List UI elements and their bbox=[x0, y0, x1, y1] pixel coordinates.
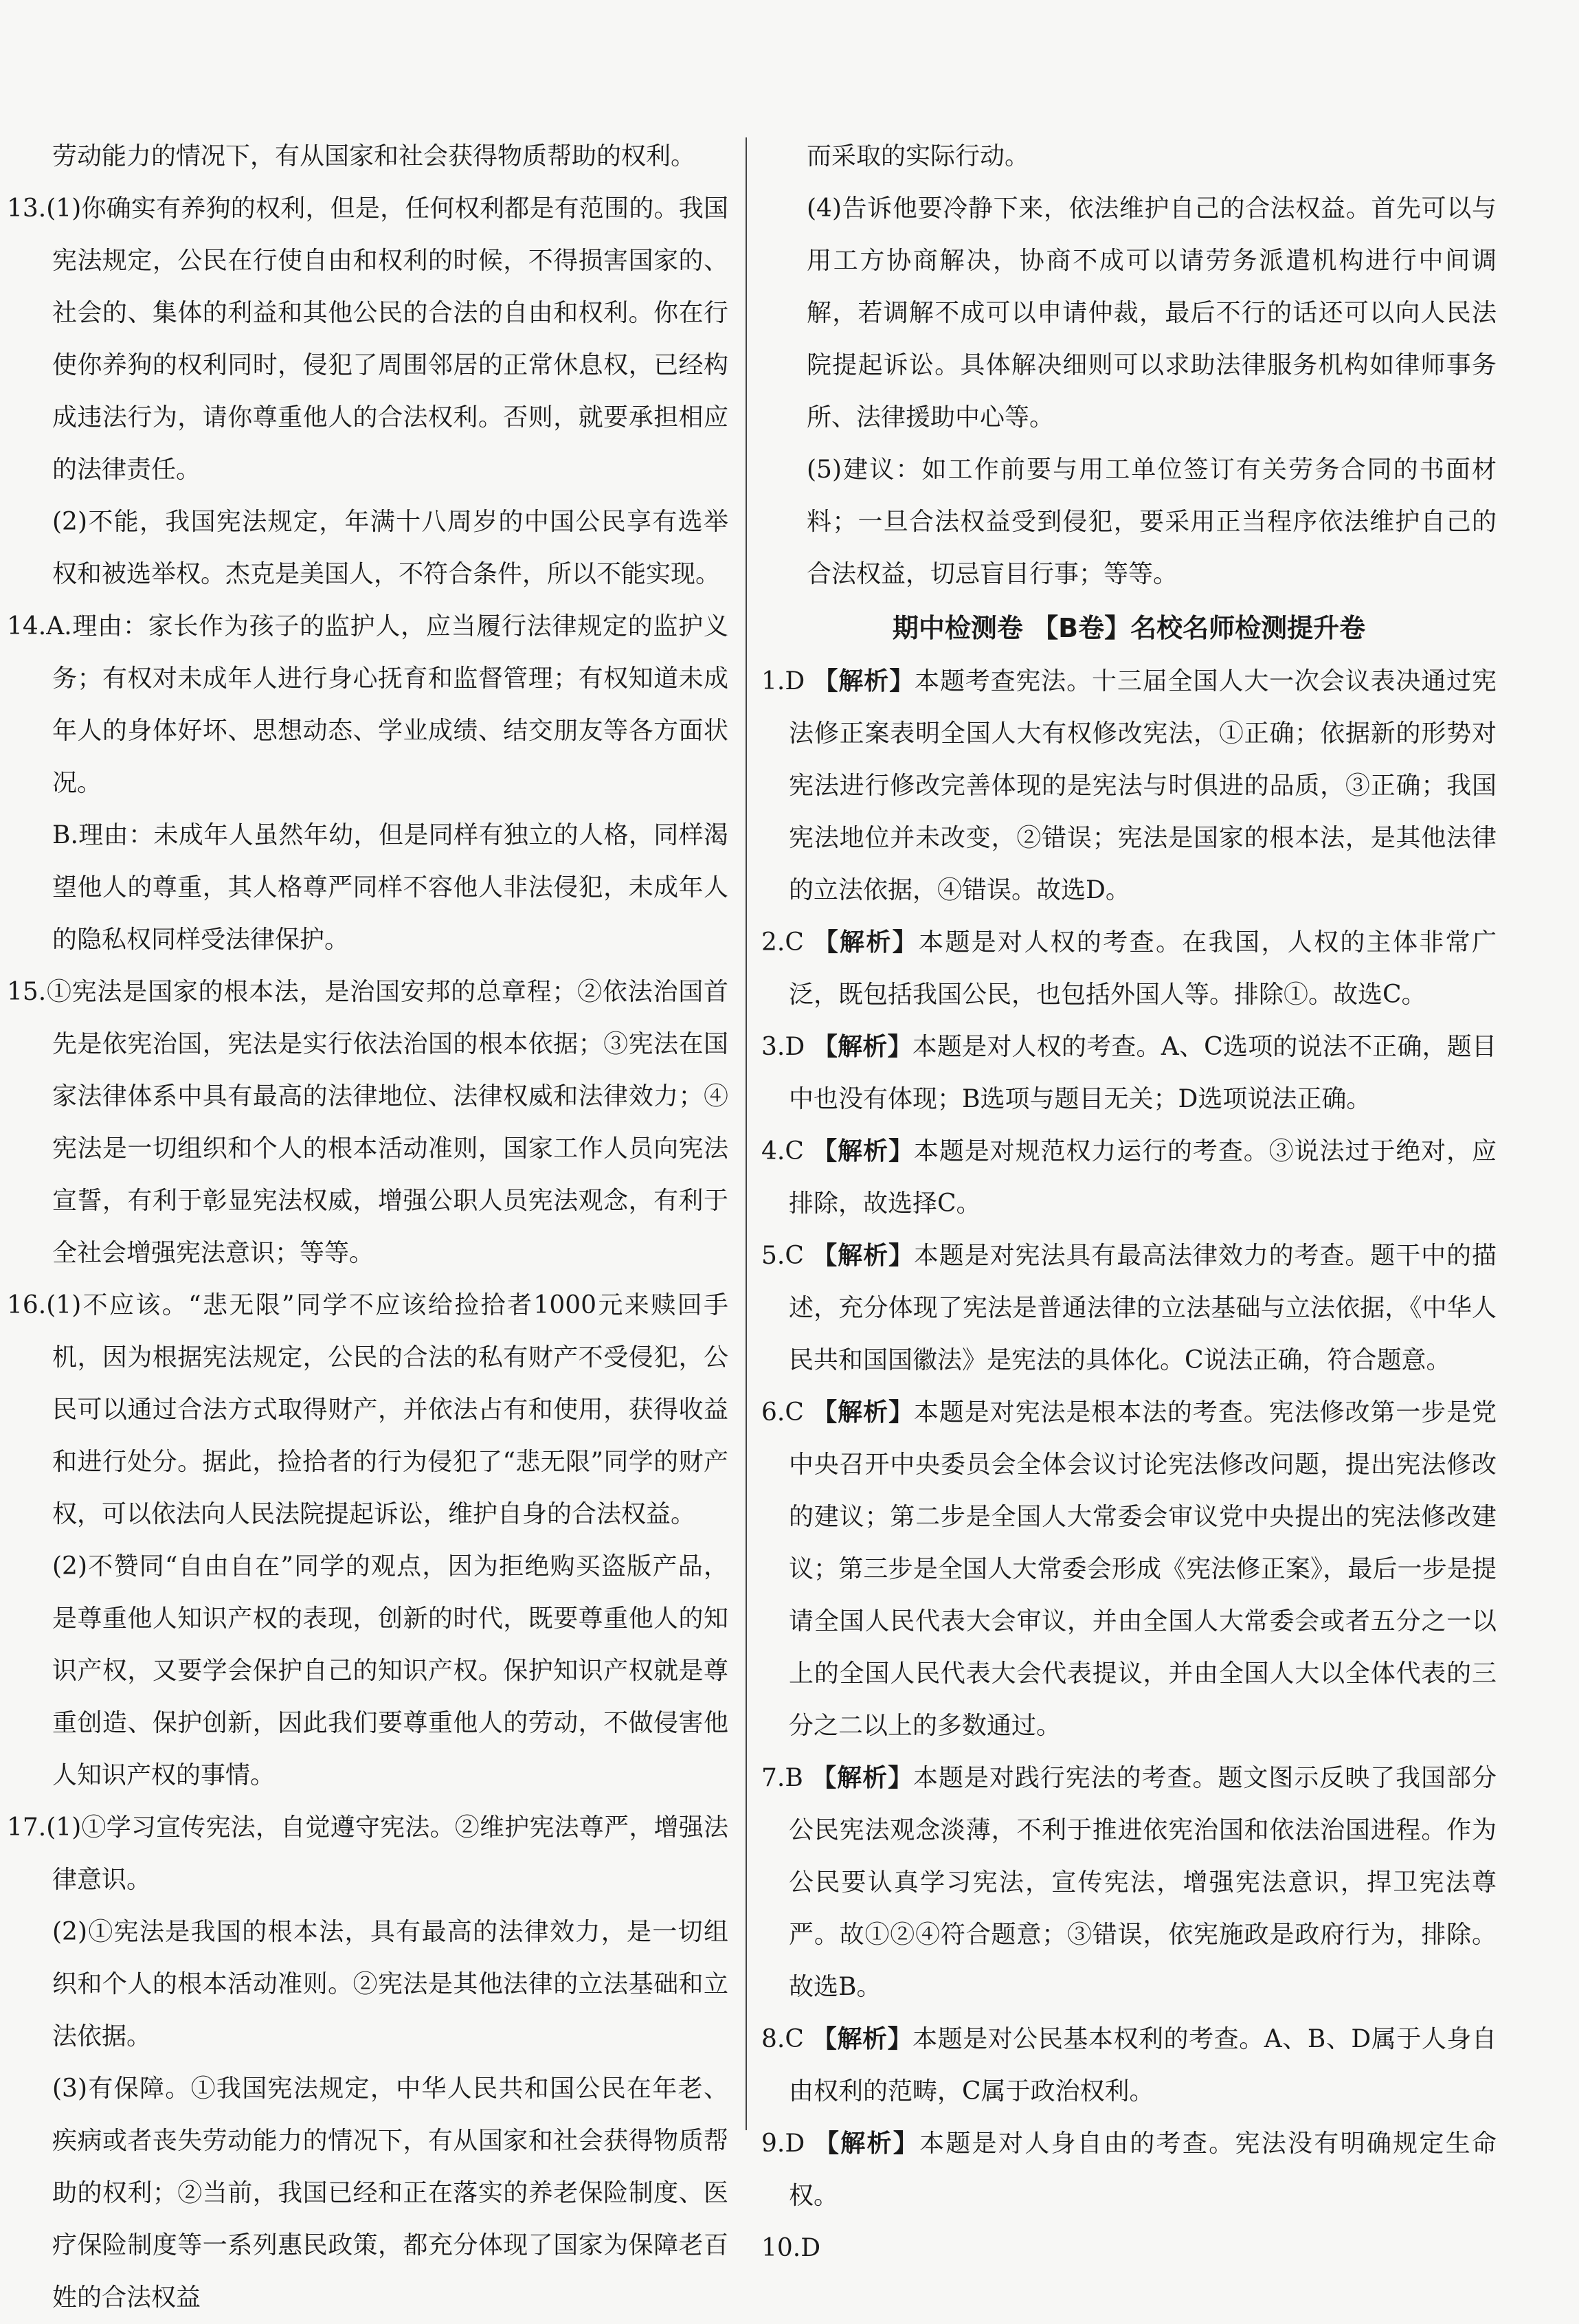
answer-number: 3.D bbox=[761, 1033, 805, 1061]
paragraph: (5)建议：如工作前要与用工单位签订有关劳务合同的书面材料；一旦合法权益受到侵犯，要采用正当程序依法维护自己的合法权益，切忌盲目行事；等等。 bbox=[807, 456, 1497, 588]
paragraph: 16.(1)不应该。“悲无限”同学不应该给捡拾者1000元来赎回手机，因为根据宪法规定，公民的合法的私有财产不受侵犯，公民可以通过合法方式取得财产，并依法占有和使用，获得收益和进行处分。据此，捡拾者的行为侵犯了“悲无限”同学的财产权，可以依法向人民法院提起诉讼，维护自身的合法权益。 bbox=[7, 1291, 728, 1528]
paragraph: B.理由：未成年人虽然年幼，但是同样有独立的人格，同样渴望他人的尊重，其人格尊严同样不容他人非法侵犯，未成年人的隐私权同样受法律保护。 bbox=[52, 821, 728, 954]
analysis-tag: 【解析】 bbox=[813, 667, 915, 695]
paragraph: (2)不能，我国宪法规定，年满十八周岁的中国公民享有选举权和被选举权。杰克是美国人，不符合条件，所以不能实现。 bbox=[52, 508, 728, 588]
answer-item bbox=[761, 2222, 1497, 2275]
right-column bbox=[761, 131, 1497, 2275]
answer-number: 10.D bbox=[761, 2234, 821, 2262]
analysis-tag: 【解析】 bbox=[812, 1033, 912, 1061]
paragraph: 17.(1)①学习宣传宪法，自觉遵守宪法。②维护宪法尊严，增强法律意识。 bbox=[7, 1813, 728, 1894]
analysis-tag: 【解析】 bbox=[814, 2130, 920, 2158]
answer-text: 本题是对人权的考查。在我国，人权的主体非常广泛，既包括我国公民，也包括外国人等。排除①。故选C。 bbox=[789, 928, 1497, 1009]
analysis-tag: 【解析】 bbox=[812, 1242, 914, 1270]
answer-item bbox=[761, 1752, 1497, 2013]
paragraph: (2)不赞同“自由自在”同学的观点，因为拒绝购买盗版产品，是尊重他人知识产权的表现，创新的时代，既要尊重他人的知识产权，又要学会保护自己的知识产权。保护知识产权就是尊重创造、保护创新，因此我们要尊重他人的劳动，不做侵害他人知识产权的事情。 bbox=[52, 1552, 728, 1789]
analysis-tag: 【解析】 bbox=[813, 928, 919, 957]
answer-number: 6.C bbox=[761, 1398, 804, 1427]
answer-item bbox=[761, 1021, 1497, 1126]
answer-number: 9.D bbox=[761, 2130, 805, 2158]
paragraph: 劳动能力的情况下，有从国家和社会获得物质帮助的权利。 bbox=[52, 142, 696, 170]
answer-list bbox=[761, 656, 1497, 2275]
paragraph: (3)有保障。①我国宪法规定，中华人民共和国公民在年老、疾病或者丧失劳动能力的情况下，有从国家和社会获得物质帮助的权利；②当前，我国已经和正在落实的养老保险制度、医疗保险制度等一系列惠民政策，都充分体现了国家为保障老百姓的合法权益 bbox=[52, 2075, 728, 2312]
answer-number: 7.B bbox=[761, 1764, 803, 1792]
answer-item bbox=[761, 2013, 1497, 2118]
section-title: 期中检测卷 【B卷】名校名师检测提升卷 bbox=[892, 613, 1366, 643]
paragraph: 13.(1)你确实有养狗的权利，但是，任何权利都是有范围的。我国宪法规定，公民在行使自由和权利的时候，不得损害国家的、社会的、集体的利益和其他公民的合法的自由和权利。你在行使你养狗的权利同时，侵犯了周围邻居的正常休息权，已经构成违法行为，请你尊重他人的合法权利。否则，就要承担相应的法律责任。 bbox=[7, 194, 728, 484]
answer-text: 本题考查宪法。十三届全国人大一次会议表决通过宪法修正案表明全国人大有权修改宪法，①正确；依据新的形势对宪法进行修改完善体现的是宪法与时俱进的品质，③正确；我国宪法地位并未改变，②错误；宪法是国家的根本法，是其他法律的立法依据，④错误。故选D。 bbox=[789, 667, 1497, 904]
answer-text: 本题是对宪法具有最高法律效力的考查。题干中的描述，充分体现了宪法是普通法律的立法基础与立法依据，《中华人民共和国国徽法》是宪法的具体化。C说法正确，符合题意。 bbox=[789, 1242, 1497, 1374]
analysis-tag: 【解析】 bbox=[812, 1398, 914, 1427]
analysis-tag: 【解析】 bbox=[811, 1764, 914, 1792]
paragraph: (2)①宪法是我国的根本法，具有最高的法律效力，是一切组织和个人的根本活动准则。②宪法是其他法律的立法基础和立法依据。 bbox=[52, 1918, 728, 2051]
answer-number: 8.C bbox=[761, 2025, 804, 2053]
answer-item bbox=[761, 917, 1497, 1021]
answer-item bbox=[761, 1126, 1497, 1230]
answer-item bbox=[761, 1387, 1497, 1752]
paragraph: 15.①宪法是国家的根本法，是治国安邦的总章程；②依法治国首先是依宪治国，宪法是实行依法治国的根本依据；③宪法在国家法律体系中具有最高的法律地位、法律权威和法律效力；④宪法是一切组织和个人的根本活动准则，国家工作人员向宪法宣誓，有利于彰显宪法权威，增强公职人员宪法观念，有利于全社会增强宪法意识；等等。 bbox=[7, 978, 728, 1267]
left-column bbox=[7, 131, 728, 2324]
column-divider bbox=[746, 137, 747, 2130]
answer-text: 本题是对公民基本权利的考查。A、B、D属于人身自由权利的范畴，C属于政治权利。 bbox=[789, 2025, 1497, 2105]
analysis-tag: 【解析】 bbox=[811, 2025, 913, 2053]
answer-text: 本题是对践行宪法的考查。题文图示反映了我国部分公民宪法观念淡薄，不利于推进依宪治国和依法治国进程。作为公民要认真学习宪法，宣传宪法，增强宪法意识，捍卫宪法尊严。故①②④符合题意；③错误，依宪施政是政府行为，排除。故选B。 bbox=[789, 1764, 1497, 2001]
answer-number: 2.C bbox=[761, 928, 804, 957]
paragraph: 而采取的实际行动。 bbox=[807, 142, 1030, 170]
answer-text: 本题是对规范权力运行的考查。③说法过于绝对，应排除，故选择C。 bbox=[789, 1137, 1497, 1218]
paragraph: (4)告诉他要冷静下来，依法维护自己的合法权益。首先可以与用工方协商解决，协商不成可以请劳务派遣机构进行中间调解，若调解不成可以申请仲裁，最后不行的话还可以向人民法院提起诉讼。具体解决细则可以求助法律服务机构如律师事务所、法律援助中心等。 bbox=[807, 194, 1497, 432]
analysis-tag: 【解析】 bbox=[812, 1137, 914, 1165]
answer-text: 本题是对人权的考查。A、C选项的说法不正确，题目中也没有体现；B选项与题目无关；D选项说法正确。 bbox=[789, 1033, 1497, 1113]
answer-text: 本题是对人身自由的考查。宪法没有明确规定生命权。 bbox=[789, 2130, 1497, 2210]
answer-number: 1.D bbox=[761, 667, 805, 695]
answer-text: 本题是对宪法是根本法的考查。宪法修改第一步是党中央召开中央委员会全体会议讨论宪法修改问题，提出宪法修改的建议；第二步是全国人大常委会审议党中央提出的宪法修改建议；第三步是全国人大常委会形成《宪法修正案》，最后一步是提请全国人民代表大会审议，并由全国人大常委会或者五分之一以上的全国人民代表大会代表提议，并由全国人大以全体代表的三分之二以上的多数通过。 bbox=[789, 1398, 1497, 1740]
answer-item bbox=[761, 1230, 1497, 1387]
answer-item bbox=[761, 656, 1497, 917]
answer-number: 4.C bbox=[761, 1137, 804, 1165]
paragraph: 14.A.理由：家长作为孩子的监护人，应当履行法律规定的监护义务；有权对未成年人进行身心抚育和监督管理；有权知道未成年人的身体好坏、思想动态、学业成绩、结交朋友等各方面状况。 bbox=[7, 612, 728, 797]
answer-item bbox=[761, 2118, 1497, 2222]
answer-number: 5.C bbox=[761, 1242, 804, 1270]
